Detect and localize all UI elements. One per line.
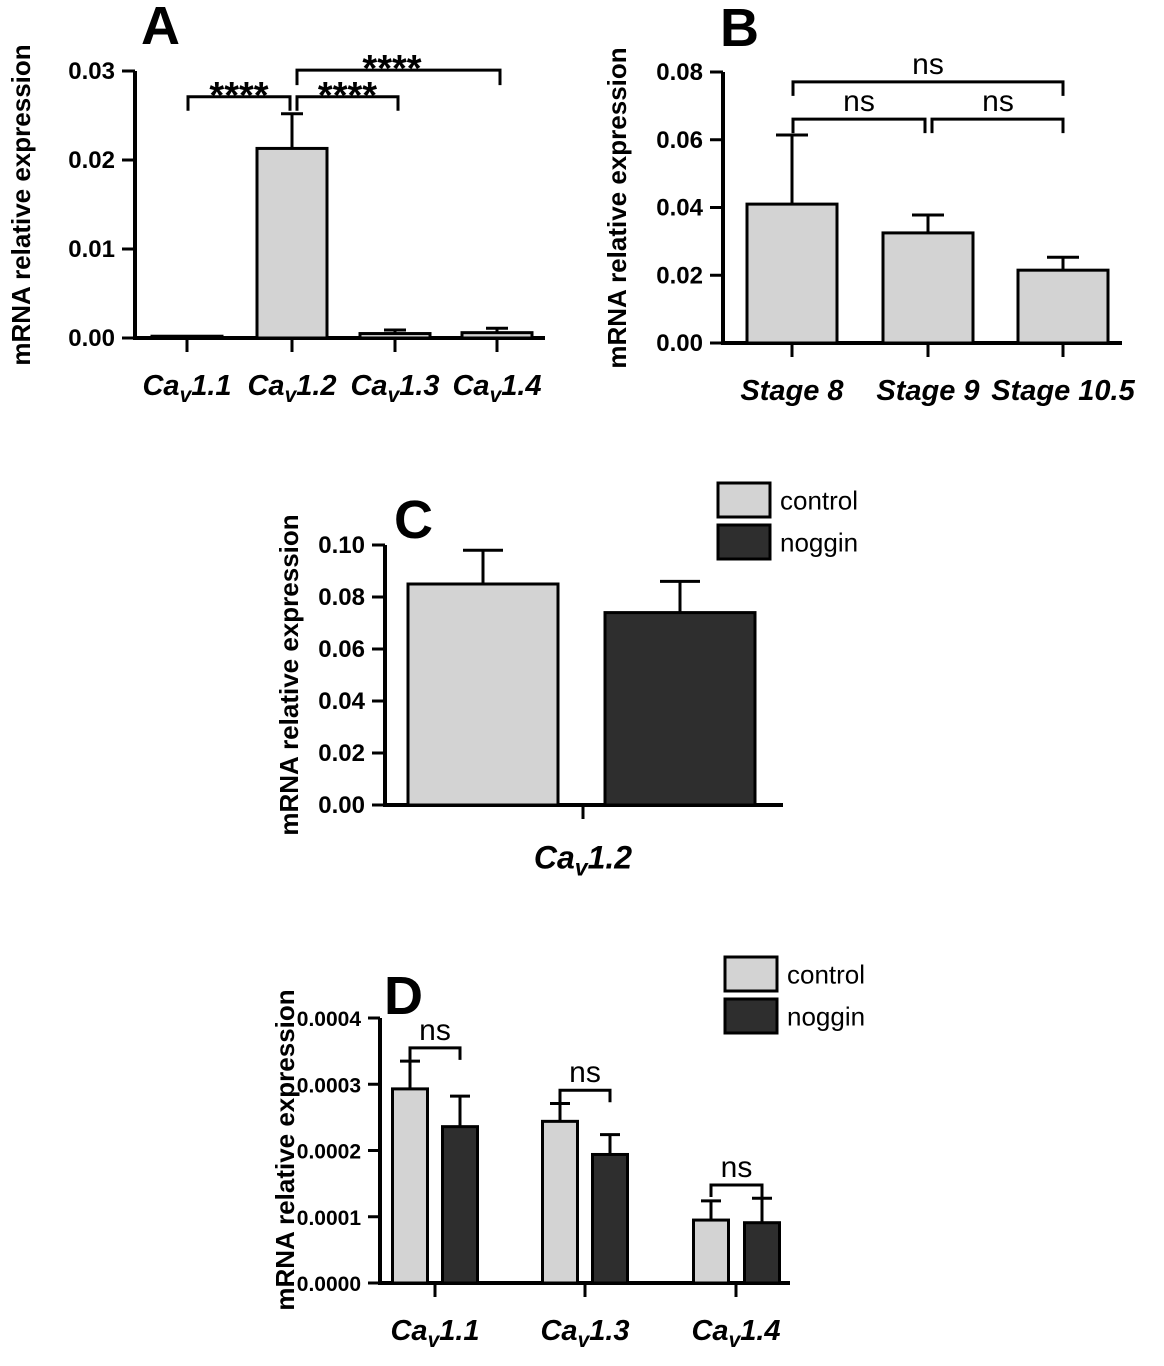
bar <box>152 336 222 338</box>
sig-label: ns <box>843 85 875 119</box>
bar <box>462 333 532 338</box>
y-axis-title: mRNA relative expression <box>270 989 300 1311</box>
sig-bracket <box>793 119 925 133</box>
sig-label: ns <box>720 1150 753 1184</box>
category-label: Stage 10.5 <box>991 375 1135 408</box>
y-tick-label: 0.0004 <box>296 1008 361 1031</box>
bar-control <box>408 584 558 805</box>
y-axis-title: mRNA relative expression <box>274 514 304 836</box>
panel-letter: B <box>720 0 759 58</box>
legend-swatch-control <box>718 483 770 517</box>
sig-label: **** <box>209 74 269 117</box>
y-tick-label: 0.02 <box>318 740 365 767</box>
bar <box>257 148 327 338</box>
y-tick-label: 0.00 <box>656 330 703 357</box>
y-tick-label: 0.0000 <box>296 1273 361 1296</box>
legend-label: control <box>780 485 859 516</box>
category-label: $Ca_v1.4$ <box>691 1315 781 1353</box>
y-tick-label: 0.0002 <box>296 1140 361 1164</box>
sig-bracket <box>410 1048 460 1060</box>
sig-bracket <box>932 119 1063 133</box>
panel-A <box>6 0 545 407</box>
y-tick-label: 0.0001 <box>296 1206 361 1230</box>
sig-label: ns <box>419 1013 451 1047</box>
bar <box>360 334 430 338</box>
category-label: $Ca_v1.2$ <box>533 839 633 881</box>
panel-letter: A <box>141 0 180 56</box>
category-label: Stage 9 <box>876 375 980 408</box>
y-tick-label: 0.02 <box>656 262 703 290</box>
category-label: $Ca_v1.4$ <box>452 370 542 408</box>
bar <box>747 204 837 343</box>
sig-label: ns <box>982 85 1014 119</box>
legend-swatch-noggin <box>718 525 770 559</box>
legend-label: noggin <box>787 1001 866 1032</box>
legend-swatch-noggin <box>725 999 777 1033</box>
sig-bracket <box>711 1185 762 1197</box>
panel-letter: C <box>394 490 433 550</box>
legend-swatch-control <box>725 957 777 991</box>
y-tick-label: 0.08 <box>656 59 703 86</box>
sig-label: ns <box>912 47 944 81</box>
category-label: $Ca_v1.3$ <box>540 1315 630 1353</box>
bar-noggin <box>593 1154 628 1283</box>
bar-noggin <box>443 1127 478 1283</box>
sig-label: ns <box>569 1056 601 1090</box>
bar <box>1018 270 1108 343</box>
y-tick-label: 0.10 <box>318 532 365 559</box>
bar-noggin <box>605 613 755 805</box>
sig-label: **** <box>317 74 378 117</box>
sig-bracket <box>560 1090 610 1102</box>
y-tick-label: 0.04 <box>318 688 365 715</box>
y-tick-label: 0.06 <box>656 126 703 154</box>
bar <box>883 233 973 343</box>
legend-label: control <box>787 959 866 990</box>
panel-C <box>274 483 858 881</box>
bar-noggin <box>745 1223 780 1283</box>
bar-control <box>543 1121 578 1283</box>
legend-label: noggin <box>780 527 859 558</box>
y-tick-label: 0.04 <box>656 194 703 222</box>
panel-B <box>602 0 1136 407</box>
y-tick-label: 0.00 <box>318 792 365 819</box>
bar-control <box>393 1089 428 1283</box>
category-label: $Ca_v1.2$ <box>247 370 337 408</box>
y-tick-label: 0.02 <box>68 147 115 174</box>
category-label: Stage 8 <box>740 375 844 408</box>
panel-letter: D <box>384 966 423 1026</box>
y-tick-label: 0.03 <box>68 58 115 85</box>
y-tick-label: 0.06 <box>318 636 365 663</box>
y-tick-label: 0.00 <box>68 325 115 352</box>
panel-D <box>270 957 865 1352</box>
y-axis-title: mRNA relative expression <box>6 44 36 366</box>
category-label: $Ca_v1.1$ <box>142 370 232 408</box>
y-tick-label: 0.01 <box>68 236 115 263</box>
y-axis-title: mRNA relative expression <box>602 47 632 369</box>
sig-label: **** <box>362 48 422 91</box>
sig-bracket <box>793 82 1063 96</box>
category-label: $Ca_v1.1$ <box>390 1315 480 1353</box>
y-tick-label: 0.08 <box>318 584 365 611</box>
bar-control <box>694 1220 729 1283</box>
category-label: $Ca_v1.3$ <box>350 370 440 408</box>
y-tick-label: 0.0003 <box>296 1074 361 1098</box>
